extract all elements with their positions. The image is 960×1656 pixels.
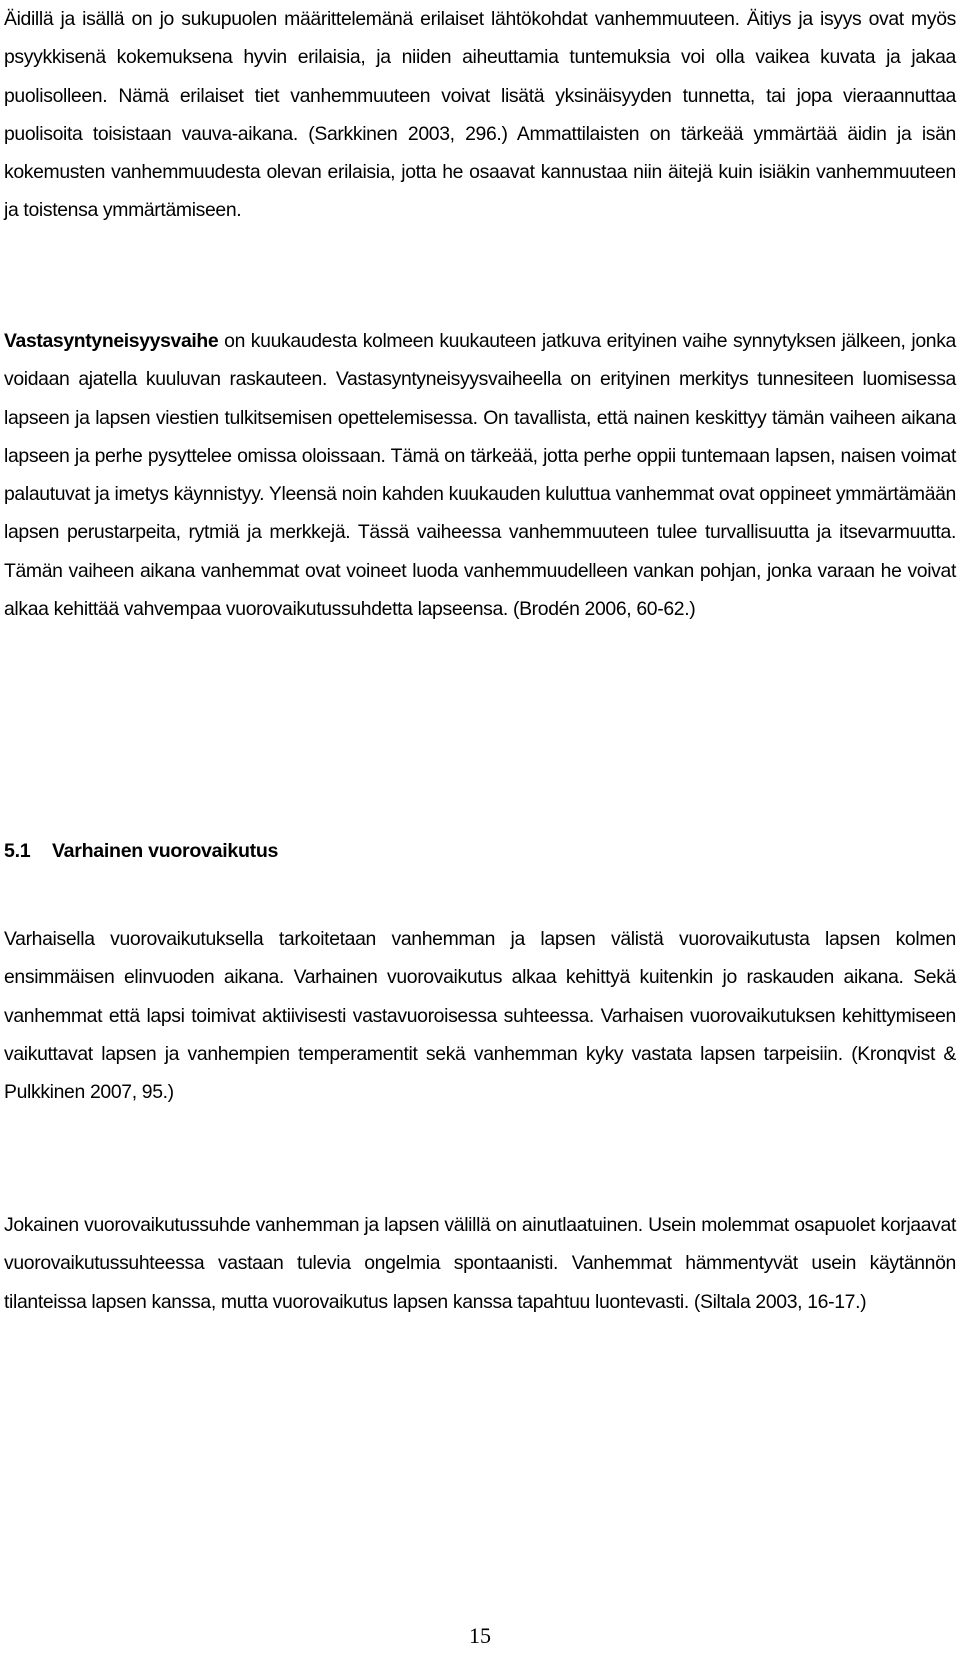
paragraph-parenthood-differences: Äidillä ja isällä on jo sukupuolen määrittelemänä erilaiset lähtökohdat vanhemmuuteen. Äitiys ja isyys ovat myös psyykkisenä kokemuksena hyvin erilaisia, ja niiden aiheuttamia tuntemuksia voi olla vaikea kuvata ja jakaa puolisolleen. Nämä erilaiset tiet vanhemmuuteen voivat lisätä yksinäisyyden tunnetta, tai jopa vieraannuttaa puolisoita toisistaan vauva-aikana. (Sarkkinen 2003, 296.) Ammattilaisten on tärkeää ymmärtää äidin ja isän kokemusten vanhemmuudesta olevan erilaisia, jotta he osaavat kannustaa niin äitejä kuin isiäkin vanhemmuuteen ja toistensa ymmärtämiseen. xyxy=(4,8,956,222)
page-number: 15 xyxy=(469,1623,491,1648)
section-heading xyxy=(4,832,278,870)
paragraph-newborn-phase xyxy=(4,322,956,628)
paragraph-newborn-phase-text: on kuukaudesta kolmeen kuukauteen jatkuva erityinen vaihe synnytyksen jälkeen, jonka voidaan ajatella kuuluvan raskauteen. Vastasyntyneisyysvaiheella on erityinen merkitys tunnesiteen luomisessa lapseen ja lapsen viestien tulkitsemisen opettelemisessa. On tavallista, että nainen keskittyy tämän vaiheen aikana lapseen ja perhe pysyttelee omissa oloissaan. Tämä on tärkeää, jotta perhe oppii tuntemaan lapsen, naisen voimat palautuvat ja imetys käynnistyy. Yleensä noin kahden kuukauden kuluttua vanhemmat ovat oppineet ymmärtämään lapsen perustarpeita, rytmiä ja merkkejä. Tässä vaiheessa vanhemmuuteen tulee turvallisuutta ja itsevarmuutta. Tämän vaiheen aikana vanhemmat ovat voineet luoda vanhemmuudelleen vankan pohjan, jonka varaan he voivat alkaa kehittää vahvempaa vuorovaikutussuhdetta lapseensa. (Brodén 2006, 60-62.) xyxy=(4,330,956,621)
paragraph-interaction-relationship: Jokainen vuorovaikutussuhde vanhemman ja lapsen välillä on ainutlaatuinen. Usein molemmat osapuolet korjaavat vuorovaikutussuhteessa vastaan tulevia ongelmia spontaanisti. Vanhemmat hämmentyvät usein käytännön tilanteissa lapsen kanssa, mutta vuorovaikutus lapsen kanssa tapahtuu luontevasti. (Siltala 2003, 16-17.) xyxy=(4,1214,956,1313)
paragraph-early-interaction: Varhaisella vuorovaikutuksella tarkoitetaan vanhemman ja lapsen välistä vuorovaikutusta lapsen kolmen ensimmäisen elinvuoden aikana. Varhainen vuorovaikutus alkaa kehittyä kuitenkin jo raskauden aikana. Sekä vanhemmat että lapsi toimivat aktiivisesti vastavuoroisessa suhteessa. Varhaisen vuorovaikutuksen kehittymiseen vaikuttavat lapsen ja vanhempien temperamentit sekä vanhemman kyky vastata lapsen tarpeisiin. (Kronqvist & Pulkkinen 2007, 95.) xyxy=(4,928,956,1104)
section-number: 5.1 xyxy=(4,840,31,862)
term-vastasyntyneisyysvaihe: Vastasyntyneisyysvaihe xyxy=(4,330,219,352)
section-title: Varhainen vuorovaikutus xyxy=(52,840,279,862)
